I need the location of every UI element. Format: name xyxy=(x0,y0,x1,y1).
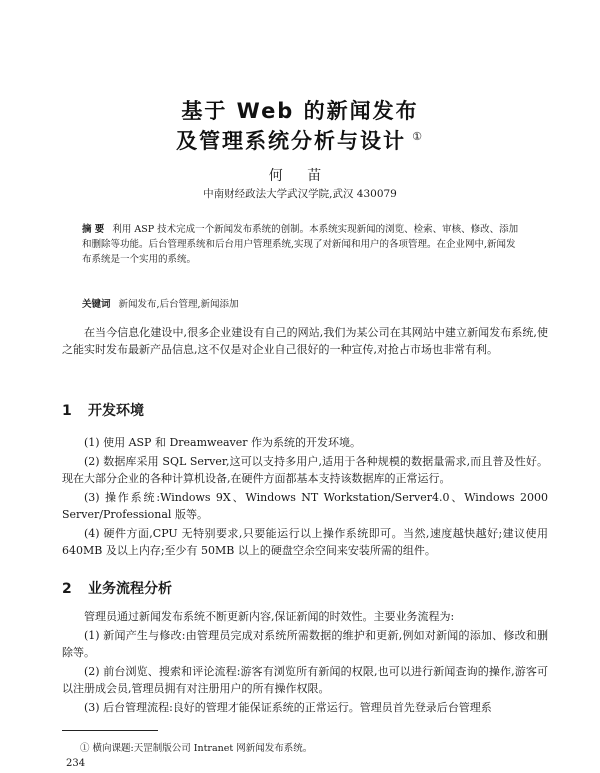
section-2-number: 2 xyxy=(62,581,72,597)
author-affiliation: 中南财经政法大学武汉学院,武汉 430079 xyxy=(203,188,397,200)
section-1-list xyxy=(62,434,548,561)
section-2-list xyxy=(62,608,548,718)
title-line-1: 基于 Web 的新闻发布 xyxy=(181,99,419,123)
section-2-heading xyxy=(62,578,172,598)
section-2-item: (1) 新闻产生与修改:由管理员完成对系统所需数据的维护和更新,例如对新闻的添加、修改和删除等。 xyxy=(62,629,548,659)
section-2-item: (2) 前台浏览、搜索和评论流程:游客有浏览所有新闻的权限,也可以进行新闻查询的操作,游客可以注册成会员,管理员拥有对注册用户的所有操作权限。 xyxy=(62,665,548,695)
section-1-item: (3) 操作系统:Windows 9X、Windows NT Workstation/Server4.0、Windows 2000 Server/Professional 版等。 xyxy=(62,491,548,521)
section-1-item: (2) 数据库采用 SQL Server,这可以支持多用户,适用于各种规模的数据量需求,而且普及性好。现在大部分企业的各种计算机设备,在硬件方面都基本支持该数据库的正常运行。 xyxy=(62,455,548,485)
keywords-text: 新闻发布,后台管理,新闻添加 xyxy=(118,299,239,310)
section-1-item: (4) 硬件方面,CPU 无特别要求,只要能运行以上操作系统即可。当然,速度越快越好;建议使用 640MB 及以上内存;至少有 50MB 以上的硬盘空余空间来安装所需的组件。 xyxy=(62,527,548,557)
title-line-2 xyxy=(0,124,600,154)
abstract xyxy=(82,222,522,267)
section-1-title: 开发环境 xyxy=(88,403,144,419)
section-2-title: 业务流程分析 xyxy=(88,581,172,597)
section-1-number: 1 xyxy=(62,403,72,419)
abstract-text: 利用 ASP 技术完成一个新闻发布系统的创制。本系统实现新闻的浏览、检索、审核、修改、添加和删除等功能。后台管理系统和后台用户管理系统,实现了对新闻和用户的各项管理。在企业网中,新闻发布系统是一个实用的系统。 xyxy=(82,224,519,265)
section-2-item: (3) 后台管理流程:良好的管理才能保证系统的正常运行。管理员首先登录后台管理系 xyxy=(84,701,492,714)
section-1-heading xyxy=(62,400,144,420)
section-2-item: 管理员通过新闻发布系统不断更新内容,保证新闻的时效性。主要业务流程为: xyxy=(84,610,455,623)
title-line-2-text: 及管理系统分析与设计 xyxy=(176,129,407,153)
abstract-label: 摘 要 xyxy=(82,224,105,235)
keywords-label: 关键词 xyxy=(82,299,111,310)
footnote-divider xyxy=(62,730,158,731)
title-footnote-marker: ① xyxy=(412,130,424,143)
intro-paragraph: 在当今信息化建设中,很多企业建设有自己的网站,我们为某公司在其网站中建立新闻发布系统,使之能实时发布最新产品信息,这不仅是对企业自己很好的一种宣传,对抢占市场也非常有利。 xyxy=(62,326,548,356)
section-1-item: (1) 使用 ASP 和 Dreamweaver 作为系统的开发环境。 xyxy=(84,436,361,449)
title-block xyxy=(0,98,600,154)
author-name: 何 苗 xyxy=(268,168,332,184)
page-number: 234 xyxy=(66,758,86,769)
footnote: ① 横向课题:天罡制版公司 Intranet 网新闻发布系统。 xyxy=(80,743,313,754)
keywords xyxy=(82,296,522,310)
